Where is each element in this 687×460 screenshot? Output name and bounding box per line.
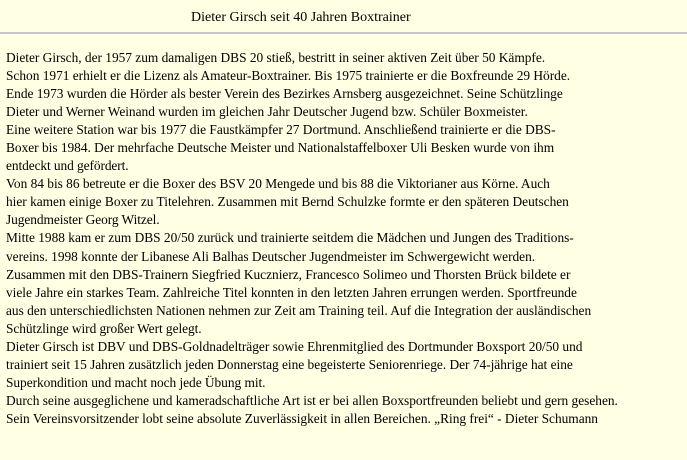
article-line: Eine weitere Station war bis 1977 die Faustkämpfer 27 Dortmund. Anschließend trainierte er die DBS- [6, 122, 556, 138]
article-line: Ende 1973 wurden die Hörder als bester Verein des Bezirkes Arnsberg ausgezeichnet. Seine Schützlinge [6, 86, 563, 102]
article-line: viele Jahre ein starkes Team. Zahlreiche Titel konnten in den letzten Jahren errungen werden. Sportfreunde [6, 284, 577, 300]
article-line: Von 84 bis 86 betreute er die Boxer des BSV 20 Mengede und bis 88 die Viktorianer aus Körne. Auch [6, 176, 550, 192]
article-line: Schützlinge wird großer Wert gelegt. [6, 320, 202, 336]
article-line: Sein Vereinsvorsitzender lobt seine absolute Zuverlässigkeit in allen Bereichen. „Ring frei“ - Dieter Schumann [6, 410, 598, 426]
article-line: Boxer bis 1984. Der mehrfache Deutsche Meister und Nationalstaffelboxer Uli Besken wurde von ihm [6, 140, 555, 156]
article-line: Schon 1971 erhielt er die Lizenz als Amateur-Boxtrainer. Bis 1975 trainierte er die Boxfreunde 29 Hörde. [6, 68, 571, 84]
article-line: Durch seine ausgeglichene und kameradschaftliche Art ist er bei allen Boxsportfreunden beliebt und gern gesehen. [6, 392, 618, 408]
article-line: Zusammen mit den DBS-Trainern Siegfried Kucznierz, Francesco Solimeo und Thorsten Brück bildete er [6, 266, 571, 282]
article-line: Jugendmeister Georg Witzel. [6, 212, 160, 228]
article-title: Dieter Girsch seit 40 Jahren Boxtrainer [191, 10, 411, 25]
article-line: Dieter Girsch ist DBV und DBS-Goldnadelträger sowie Ehrenmitglied des Dortmunder Boxsport 20/50 und [6, 338, 583, 354]
article-line: vereins. 1998 konnte der Libanese Ali Balhas Deutscher Jugendmeister im Schwergewicht werden. [6, 248, 536, 264]
article-line: entdeckt und gefördert. [6, 158, 129, 174]
article-body [6, 49, 686, 428]
article-line: Superkondition und macht noch jede Übung mit. [6, 374, 266, 390]
article-line: hier kamen einige Boxer zu Titelehren. Zusammen mit Bernd Schulzke formte er den späteren Deutschen [6, 194, 569, 210]
article-line: Dieter Girsch, der 1957 zum damaligen DBS 20 stieß, bestritt in seiner aktiven Zeit über 50 Kämpfe. [6, 50, 546, 65]
article-line: Dieter und Werner Weinand wurden im gleichen Jahr Deutscher Jugend bzw. Schüler Boxmeister. [6, 104, 528, 120]
article-line: Mitte 1988 kam er zum DBS 20/50 zurück und trainierte seitdem die Mädchen und Jungen des Traditions- [6, 230, 574, 246]
title-divider [0, 32, 687, 34]
article-line: aus den unterschiedlichsten Nationen nehmen zur Zeit am Training teil. Auf die Integration der ausländischen [6, 302, 592, 318]
article-line: trainiert seit 15 Jahren zusätzlich jeden Donnerstag eine begeisterte Seniorenriege. Der 74-jährige hat eine [6, 356, 573, 372]
